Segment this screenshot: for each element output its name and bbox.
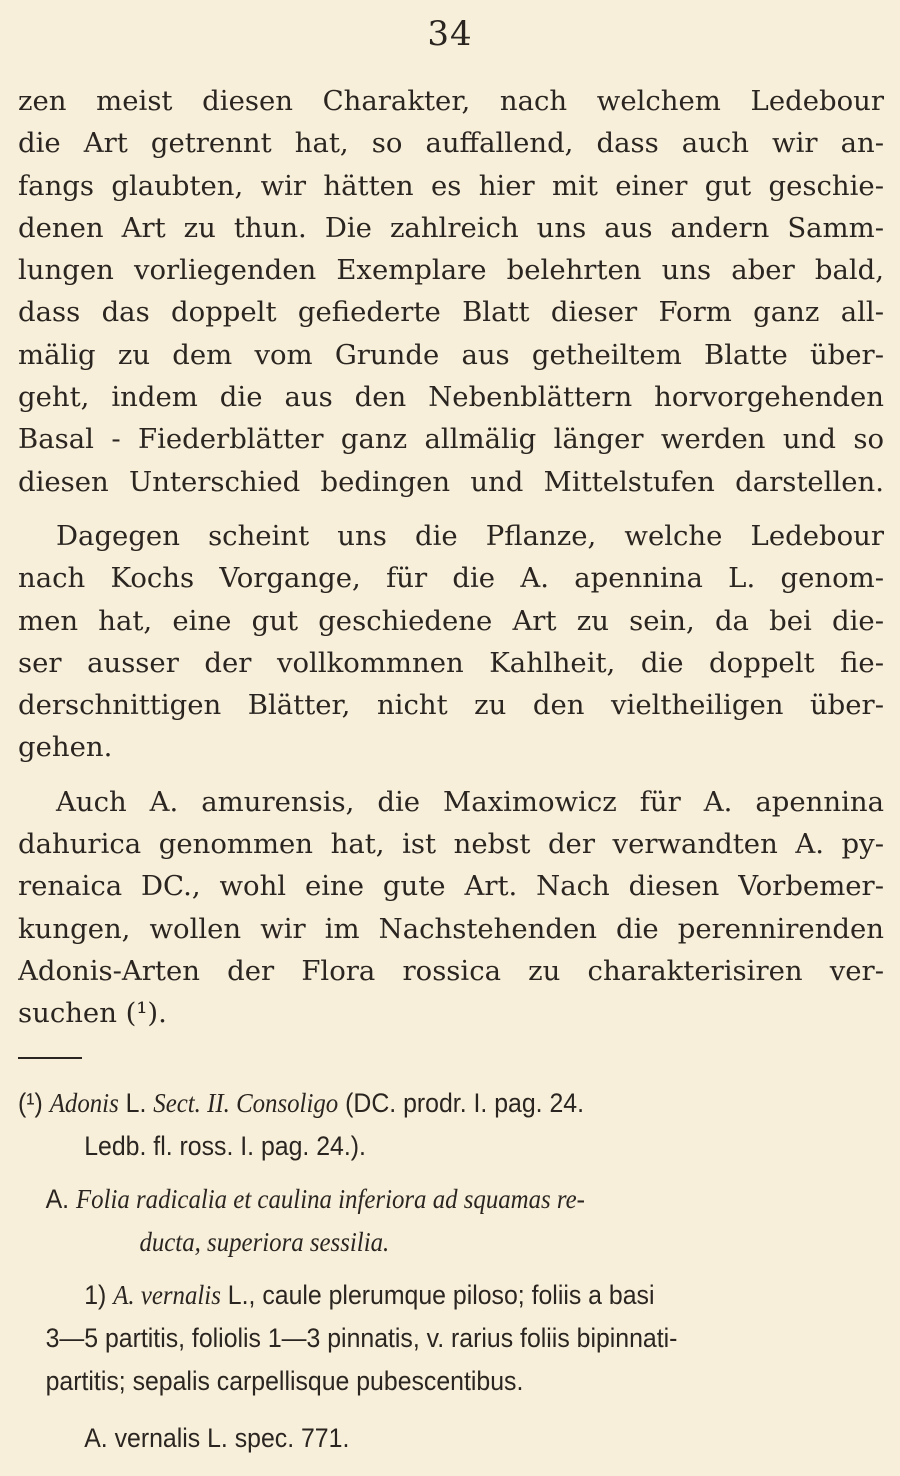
text-line: gehen.	[18, 731, 113, 764]
text-line: dahurica genommen hat, ist nebst der verwandten A. py-	[18, 828, 884, 861]
text-line: ser ausser der vollkommnen Kahlheit, die doppelt fie-	[18, 646, 884, 679]
species-description: caule plerumque piloso; foliis a basi	[262, 1280, 655, 1310]
footnote-author: L.	[125, 1088, 147, 1118]
species-name: A. vernalis	[113, 1280, 221, 1310]
group-label: A.	[45, 1184, 70, 1214]
text-line: lungen vorliegenden Exemplare belehrten uns aber bald,	[18, 254, 884, 287]
text-line: mälig zu dem vom Grunde aus getheiltem Blatte über-	[18, 338, 884, 371]
text-line: Auch A. amurensis, die Maximowicz für A. apennina	[56, 785, 884, 818]
species-line-2: 3—5 partitis, foliolis 1—3 pinnatis, v. rarius foliis bipinnati-	[45, 1323, 678, 1353]
footnote-line-2: Ledb. fl. ross. I. pag. 24.).	[84, 1131, 366, 1161]
group-text: Folia radicalia et caulina inferiora ad squamas re-	[75, 1184, 585, 1214]
footnote	[18, 1082, 884, 1460]
text-line: renaica DC., wohl eine gute Art. Nach diesen Vorbemer-	[18, 870, 884, 903]
footnote-section: Sect. II. Consoligo	[153, 1088, 339, 1118]
text-line: Adonis-Arten der Flora rossica zu charakterisiren ver-	[18, 954, 884, 987]
page-number: 34	[427, 14, 473, 54]
footnote-separator	[18, 1057, 82, 1059]
main-text	[18, 80, 884, 1047]
text-line: fangs glaubten, wir hätten es hier mit einer gut geschie-	[18, 169, 884, 202]
paragraph-3	[18, 781, 884, 1035]
species-number: 1)	[84, 1280, 107, 1310]
paragraph-2	[18, 515, 884, 769]
species-author: L.,	[227, 1280, 256, 1310]
text-line: men hat, eine gut geschiedene Art zu sein, da bei die-	[18, 604, 884, 637]
text-line: nach Kochs Vorgange, für die A. apennina L. genom-	[18, 562, 884, 595]
footnote-group	[18, 1178, 884, 1221]
text-line: denen Art zu thun. Die zahlreich uns aus andern Samm-	[18, 211, 884, 244]
paragraph-1	[18, 80, 884, 503]
text-line: kungen, wollen wir im Nachstehenden die perennirenden	[18, 912, 884, 945]
footnote-line-1	[18, 1082, 884, 1125]
footnote-mark: (¹)	[18, 1088, 43, 1118]
text-line: dass das doppelt gefiederte Blatt dieser Form ganz all-	[18, 296, 884, 329]
text-line: Basal - Fiederblätter ganz allmälig länger werden und so	[18, 423, 884, 456]
species-citation: A. vernalis L. spec. 771.	[84, 1423, 350, 1453]
text-line: die Art getrennt hat, so auffallend, dass auch wir an-	[18, 127, 884, 160]
text-line: suchen (¹).	[18, 997, 167, 1030]
footnote-genus: Adonis	[49, 1088, 119, 1118]
species-line-1	[18, 1274, 884, 1317]
species-line-3: partitis; sepalis carpellisque pubescentibus.	[45, 1366, 524, 1396]
footnote-reference: (DC. prodr. I. pag. 24.	[345, 1088, 584, 1118]
text-line: diesen Unterschied bedingen und Mittelstufen darstellen.	[18, 465, 884, 498]
text-line: zen meist diesen Charakter, nach welchem Ledebour	[18, 85, 884, 117]
text-line: derschnittigen Blätter, nicht zu den vieltheiligen über-	[18, 689, 884, 722]
footnote-group-cont	[18, 1221, 884, 1264]
text-line: Dagegen scheint uns die Pflanze, welche Ledebour	[56, 519, 884, 552]
text-line: geht, indem die aus den Nebenblättern horvorgehenden	[18, 381, 884, 414]
group-text-cont: ducta, superiora sessilia.	[139, 1227, 390, 1257]
